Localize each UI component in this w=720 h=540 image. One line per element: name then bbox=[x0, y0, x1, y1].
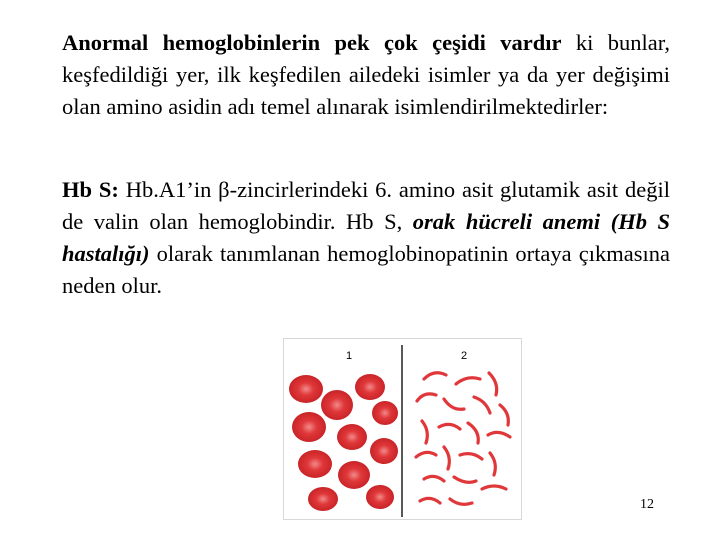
sickle-cell bbox=[456, 378, 480, 384]
sickle-cell bbox=[450, 499, 472, 504]
sickle-cells bbox=[416, 373, 510, 505]
sickle-cell bbox=[439, 424, 460, 429]
normal-cell bbox=[366, 485, 394, 509]
normal-cell bbox=[355, 374, 385, 400]
sickle-cell bbox=[482, 486, 506, 489]
sickle-cell bbox=[416, 452, 436, 457]
panel2-label: 2 bbox=[461, 350, 468, 362]
paragraph2-text-a: Hb.A1’in β-zincirlerindeki 6. amino asit glutamik asit değil de valin olan hemoglobindir. Hb S, bbox=[62, 177, 670, 234]
sickle-cell bbox=[474, 397, 490, 413]
sickle-cell bbox=[489, 373, 497, 395]
sickle-cell bbox=[444, 447, 449, 469]
sickle-cell bbox=[422, 421, 427, 443]
sickle-cell bbox=[460, 454, 482, 459]
blood-cells-figure bbox=[283, 338, 522, 520]
blood-cells-illustration bbox=[284, 339, 521, 519]
panel1-label: 1 bbox=[346, 350, 353, 362]
normal-cell bbox=[298, 450, 332, 478]
sickle-cell bbox=[468, 423, 478, 443]
normal-cell bbox=[308, 487, 338, 511]
normal-cell bbox=[338, 461, 370, 489]
sickle-cell bbox=[424, 476, 444, 481]
paragraph-anormal-hemoglobin bbox=[62, 27, 670, 123]
sickle-cell bbox=[417, 394, 436, 401]
paragraph-hb-s bbox=[62, 174, 670, 302]
paragraph1-text: ki bunlar, keşfedildiği yer, ilk keşfedilen ailedeki isimler ya da yer değişimi olan amino asidin adı temel alınarak isimlendirilmektedirler: bbox=[62, 30, 671, 119]
page-number: 12 bbox=[640, 497, 654, 512]
sickle-cell bbox=[444, 399, 464, 409]
paragraph2-bold-lead: Hb S: bbox=[62, 177, 119, 202]
sickle-cell bbox=[420, 498, 440, 503]
sickle-cell bbox=[490, 453, 495, 475]
sickle-cell bbox=[488, 432, 510, 437]
paragraph2-text-b: olarak tanımlanan hemoglobinopatinin ortaya çıkmasına neden olur. bbox=[62, 241, 670, 298]
sickle-cell bbox=[454, 477, 476, 482]
normal-cell bbox=[337, 424, 367, 450]
sickle-cell bbox=[424, 373, 446, 379]
paragraph2-italic-bold: orak hücreli anemi (Hb S hastalığı) bbox=[62, 209, 671, 266]
normal-cell bbox=[292, 412, 326, 442]
paragraph1-bold-lead: Anormal hemoglobinlerin pek çok çeşidi vardır bbox=[62, 30, 562, 55]
normal-cell bbox=[321, 390, 353, 420]
normal-red-blood-cells bbox=[289, 374, 398, 511]
sickle-cell bbox=[500, 405, 508, 425]
normal-cell bbox=[372, 401, 398, 425]
normal-cell bbox=[370, 438, 398, 464]
normal-cell bbox=[289, 375, 323, 403]
